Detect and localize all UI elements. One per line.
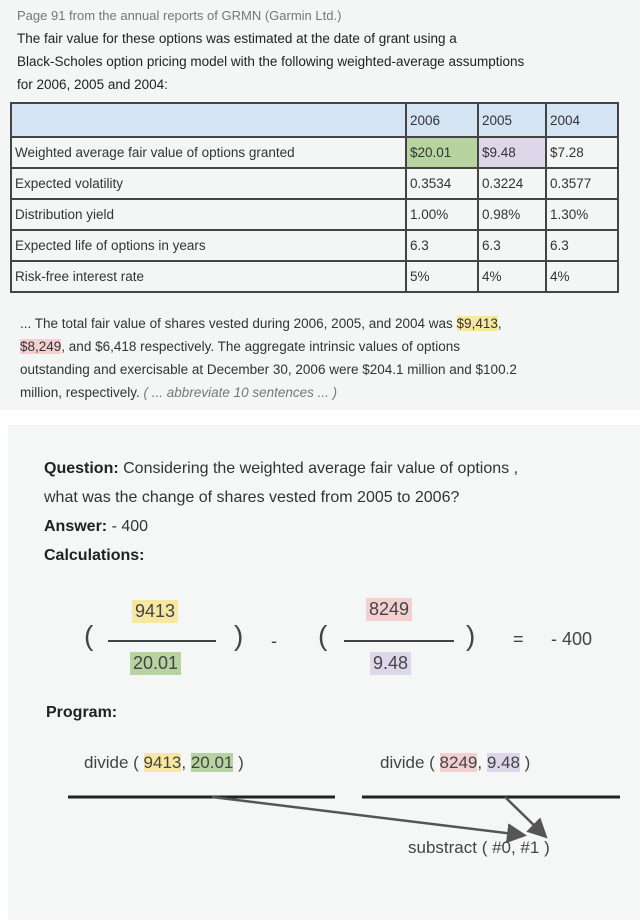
- context-panel: [0, 0, 640, 410]
- post-text-line: [20, 316, 502, 331]
- row-label: Risk-free interest rate: [11, 261, 406, 292]
- program-step-2: [380, 753, 530, 773]
- intro-line: The fair value for these options was estimated at the date of grant using a: [17, 31, 457, 46]
- op: divide (: [84, 753, 144, 772]
- cell: 1.00%: [406, 199, 478, 230]
- question-line-2: what was the change of shares vested from 2005 to 2006?: [44, 489, 460, 506]
- answer-label: Answer:: [44, 518, 108, 535]
- text: ,: [497, 316, 502, 331]
- denominator-1: 20.01: [130, 652, 181, 675]
- question-label: Question:: [44, 460, 119, 477]
- intro-line: for 2006, 2005 and 2004:: [17, 77, 168, 92]
- header-cell: 2004: [546, 103, 618, 137]
- table-row: [11, 137, 618, 168]
- cell: 0.98%: [478, 199, 546, 230]
- fraction-bar: [344, 640, 454, 642]
- sep: ,: [181, 753, 191, 772]
- question-text: Considering the weighted average fair value of options ,: [118, 460, 519, 477]
- source-caption: Page 91 from the annual reports of GRMN (Garmin Ltd.): [17, 8, 342, 23]
- arg-highlight-yellow: 9413: [143, 753, 182, 772]
- minus-sign: -: [271, 631, 277, 651]
- program-step-1: [84, 753, 244, 773]
- header-cell: 2005: [478, 103, 546, 137]
- equals-sign: =: [513, 629, 524, 649]
- cell: 0.3577: [546, 168, 618, 199]
- table-row: [11, 261, 618, 292]
- right-paren: ): [234, 620, 244, 651]
- denominator-2: 9.48: [370, 652, 411, 675]
- cell: 0.3224: [478, 168, 546, 199]
- abbreviation-note: ( ... abbreviate 10 sentences ... ): [143, 385, 338, 400]
- cell: 6.3: [406, 230, 478, 261]
- cell: 4%: [478, 261, 546, 292]
- close: ): [519, 753, 531, 772]
- header-cell: [11, 103, 406, 137]
- highlight-red: $8,249: [20, 339, 62, 354]
- cell: 5%: [406, 261, 478, 292]
- program-label: Program:: [46, 704, 118, 721]
- calc-result: - 400: [551, 629, 593, 649]
- arg-highlight-red: 8249: [439, 753, 478, 772]
- question-line: [44, 460, 518, 478]
- arrow-step1-to-subtract: [212, 797, 522, 835]
- right-paren: ): [466, 620, 476, 651]
- row-label: Expected life of options in years: [11, 230, 406, 261]
- left-paren: (: [318, 620, 328, 651]
- intro-line: Black-Scholes option pricing model with the following weighted-average assumptions: [17, 54, 525, 69]
- cell: 1.30%: [546, 199, 618, 230]
- cell-highlight-purple: $9.48: [478, 137, 546, 168]
- highlight-yellow: $9,413: [456, 316, 498, 331]
- arrow-step2-to-subtract: [505, 797, 544, 835]
- answer-value: - 400: [107, 518, 149, 535]
- answer-line: [44, 518, 148, 536]
- post-text-line: [20, 339, 460, 354]
- table-row: [11, 168, 618, 199]
- program-step-3: substract ( #0, #1 ): [408, 838, 550, 857]
- post-text-line: outstanding and exercisable at December 30, 2006 were $204.1 million and $100.2: [20, 362, 517, 377]
- cell: $7.28: [546, 137, 618, 168]
- cell: 0.3534: [406, 168, 478, 199]
- numerator-2: 8249: [366, 598, 412, 621]
- cell: 6.3: [546, 230, 618, 261]
- post-text-line: [20, 385, 337, 400]
- table-row: [11, 199, 618, 230]
- cell: 4%: [546, 261, 618, 292]
- row-label: Weighted average fair value of options granted: [11, 137, 406, 168]
- text: ... The total fair value of shares vested during 2006, 2005, and 2004 was: [20, 316, 457, 331]
- table-row: [11, 230, 618, 261]
- numerator-1: 9413: [132, 600, 178, 623]
- sep: ,: [477, 753, 487, 772]
- cell-highlight-green: $20.01: [406, 137, 478, 168]
- row-label: Expected volatility: [11, 168, 406, 199]
- text: , and $6,418 respectively. The aggregate intrinsic values of options: [61, 339, 461, 354]
- close: ): [233, 753, 244, 772]
- calculations-label: Calculations:: [44, 547, 145, 564]
- cell: 6.3: [478, 230, 546, 261]
- arg-highlight-green: 20.01: [190, 753, 234, 772]
- text: million, respectively.: [20, 385, 144, 400]
- table-header-row: [11, 103, 618, 137]
- assumptions-table: [10, 102, 619, 293]
- left-paren: (: [84, 620, 94, 651]
- fraction-bar: [108, 640, 216, 642]
- arg-highlight-purple: 9.48: [486, 753, 520, 772]
- header-cell: 2006: [406, 103, 478, 137]
- op: divide (: [380, 753, 440, 772]
- row-label: Distribution yield: [11, 199, 406, 230]
